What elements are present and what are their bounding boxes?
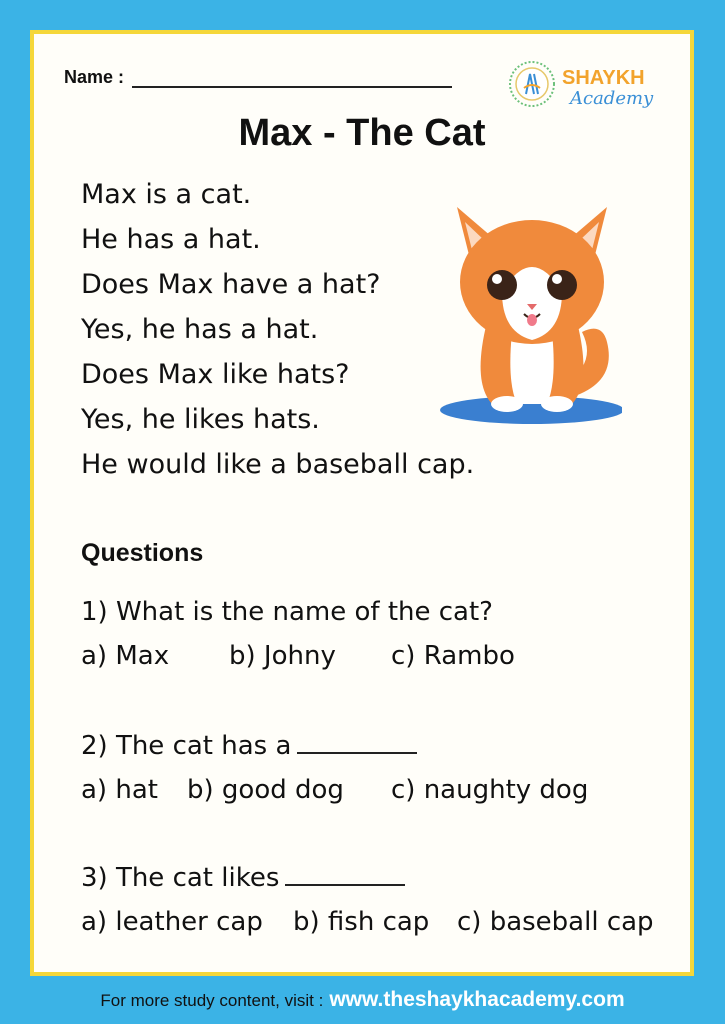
footer [0, 988, 725, 1012]
name-blank-line[interactable] [132, 68, 452, 88]
question-text-label: 3) The cat likes [81, 863, 280, 893]
story-line: Does Max have a hat? [81, 269, 381, 300]
question-text: 1) What is the name of the cat? [81, 597, 493, 627]
question-options [81, 634, 515, 678]
option-b[interactable]: b) fish cap [293, 907, 430, 937]
question-2 [81, 724, 588, 812]
story-line: Yes, he likes hats. [81, 404, 320, 435]
story-line: Does Max like hats? [81, 359, 350, 390]
footer-prefix: For more study content, visit : [100, 991, 324, 1010]
option-c[interactable]: c) Rambo [391, 641, 515, 671]
story-text [81, 172, 474, 487]
question-options [81, 900, 654, 944]
option-b[interactable]: b) good dog [187, 775, 344, 805]
question-3 [81, 856, 654, 944]
answer-blank[interactable] [285, 862, 405, 886]
option-c[interactable]: c) baseball cap [457, 907, 654, 937]
logo-word-shaykh: SHAYKH [562, 67, 645, 89]
worksheet-title: Max - The Cat [238, 112, 486, 154]
footer-url-link[interactable]: www.theshaykhacademy.com [329, 988, 625, 1011]
story-line: He has a hat. [81, 224, 261, 255]
question-text [81, 856, 654, 900]
name-field-row [64, 67, 452, 88]
option-c[interactable]: c) naughty dog [391, 775, 589, 805]
option-b[interactable]: b) Johny [229, 641, 336, 671]
story-line: Max is a cat. [81, 179, 252, 210]
answer-blank[interactable] [297, 730, 417, 754]
cat-illustration [432, 182, 622, 432]
shaykh-academy-logo [504, 54, 674, 114]
question-1 [81, 590, 515, 678]
questions-heading: Questions [81, 539, 204, 567]
question-text-label: 2) The cat has a [81, 731, 292, 761]
question-options [81, 768, 588, 812]
option-a[interactable]: a) leather cap [81, 907, 263, 937]
worksheet-page [30, 30, 694, 976]
logo-emblem-icon [510, 62, 554, 106]
logo-word-academy: Academy [570, 88, 654, 109]
option-a[interactable]: a) Max [81, 641, 170, 671]
name-label: Name : [64, 67, 125, 87]
option-a[interactable]: a) hat [81, 775, 158, 805]
story-line: He would like a baseball cap. [81, 449, 475, 480]
question-text [81, 724, 588, 768]
story-line: Yes, he has a hat. [81, 314, 319, 345]
